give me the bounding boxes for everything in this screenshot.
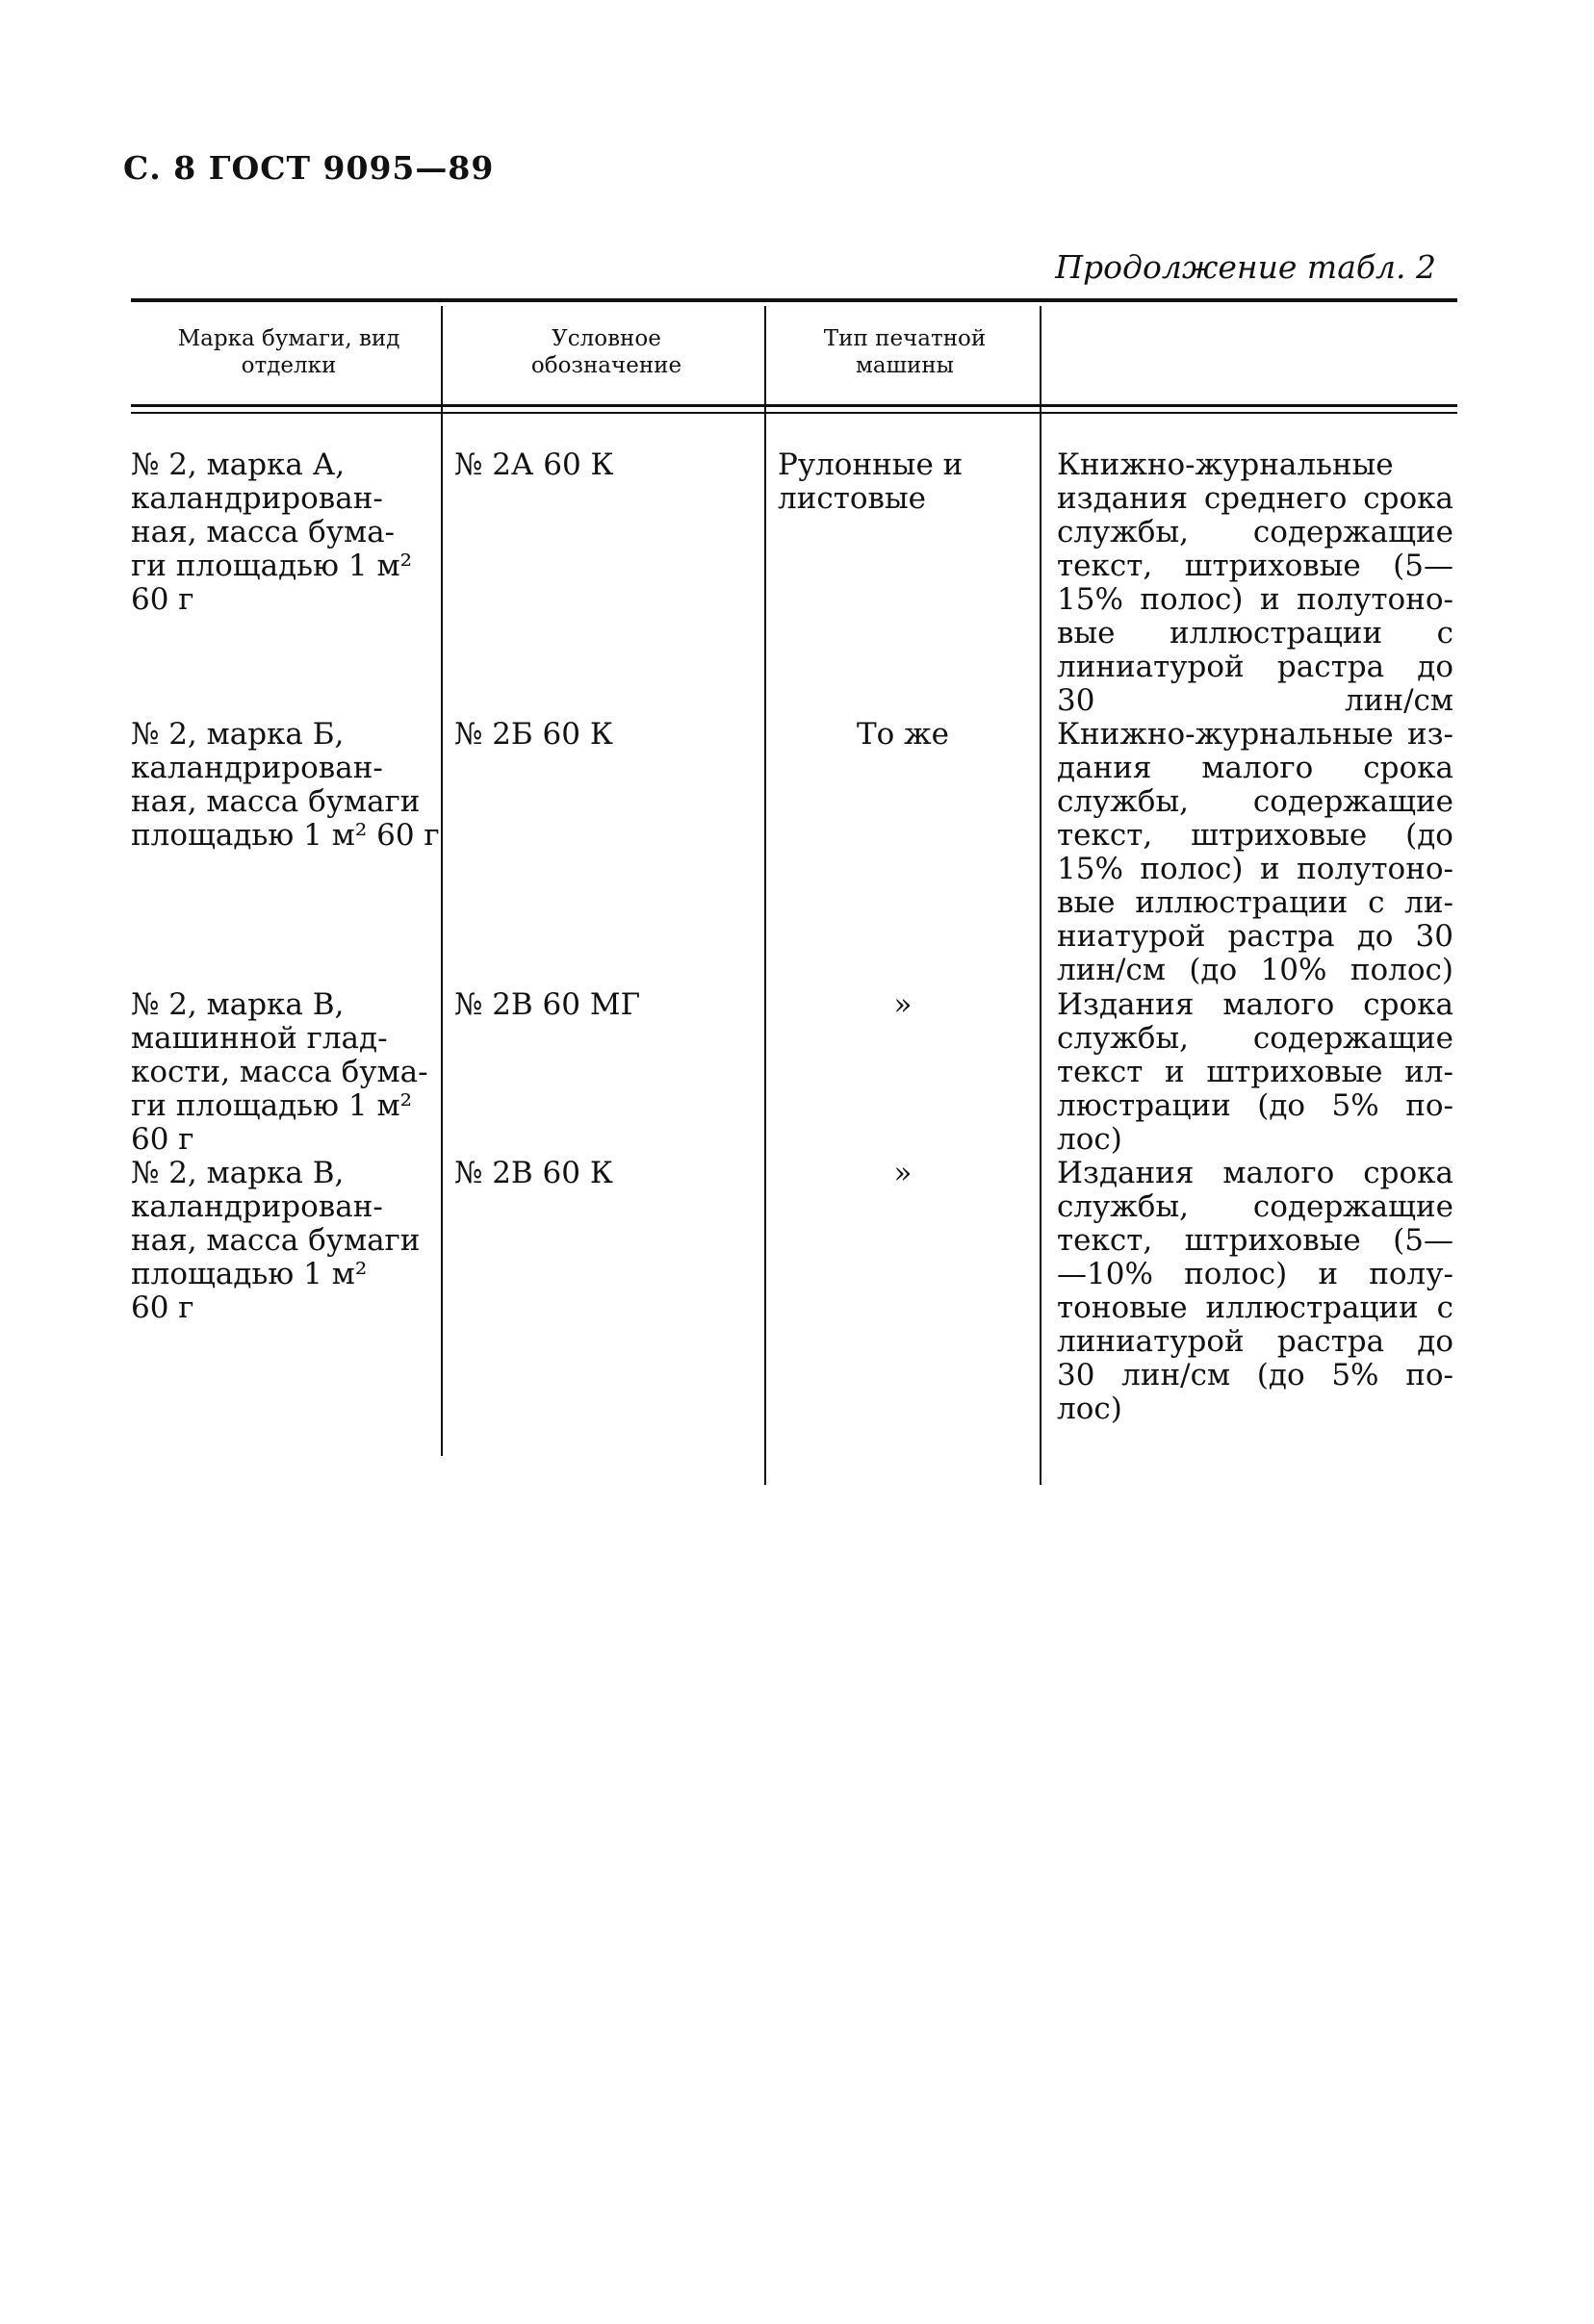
column-header-machine: Тип печатной машины (823, 326, 987, 378)
column-divider-1 (441, 306, 443, 1456)
column-header-code: Условное обозначение (530, 326, 682, 378)
table-row-4-machine: » (893, 1156, 913, 1190)
table-row-2-grade: № 2, марка Б, каландрирован- ная, масса бумаги площадью 1 м² 60 г (131, 717, 440, 853)
table-continuation-caption: Продолжение табл. 2 (1055, 248, 1436, 286)
table-row-4-code: № 2В 60 К (454, 1156, 613, 1190)
table-row-3-grade: № 2, марка В, машинной глад- кости, масса бума- ги площадью 1 м² 60 г (131, 987, 428, 1157)
table-row-3-code: № 2В 60 МГ (454, 987, 641, 1022)
column-header-grade: Марка бумаги, вид отделки (177, 326, 400, 378)
table-row-1-grade: № 2, марка А, каландрирован- ная, масса бума- ги площадью 1 м² 60 г (131, 447, 413, 617)
table-top-rule (131, 298, 1457, 302)
table-row-4-grade: № 2, марка В, каландрирован- ная, масса бумаги площадью 1 м² 60 г (131, 1156, 421, 1325)
table-row-2-use: Книжно-журнальные из- дания малого срока службы, содержащие текст, штриховые (до 15% полос) и полутоно- вые иллюстрации с ли- ниатурой растра до 30 лин/см (до 10% полос) (1057, 717, 1453, 987)
table-header-rule-double (131, 412, 1457, 414)
table-header-rule (131, 404, 1457, 407)
table-row-1-machine: Рулонные и листовые (778, 447, 964, 516)
table-row-1-use: Книжно-журнальные издания среднего срока службы, содержащие текст, штриховые (5— 15% полос) и полутоно- вые иллюстрации с линиатурой растра до 30 лин/см (1057, 447, 1453, 718)
table-row-2-code: № 2Б 60 К (454, 717, 613, 752)
table-row-3-use: Издания малого срока службы, содержащие текст и штриховые ил- люстрации (до 5% по- лос) (1057, 987, 1453, 1157)
column-divider-3 (1040, 306, 1041, 1485)
table-row-4-use: Издания малого срока службы, содержащие текст, штриховые (5— —10% полос) и полу- тоновые иллюстрации с линиатурой растра до 30 лин/см (до 5% по- лос) (1057, 1156, 1453, 1426)
table-row-3-machine: » (893, 987, 913, 1022)
page-header: С. 8 ГОСТ 9095—89 (123, 149, 495, 187)
column-divider-2 (764, 306, 766, 1485)
table-row-2-machine: То же (856, 717, 950, 752)
table-row-1-code: № 2А 60 К (454, 447, 614, 482)
